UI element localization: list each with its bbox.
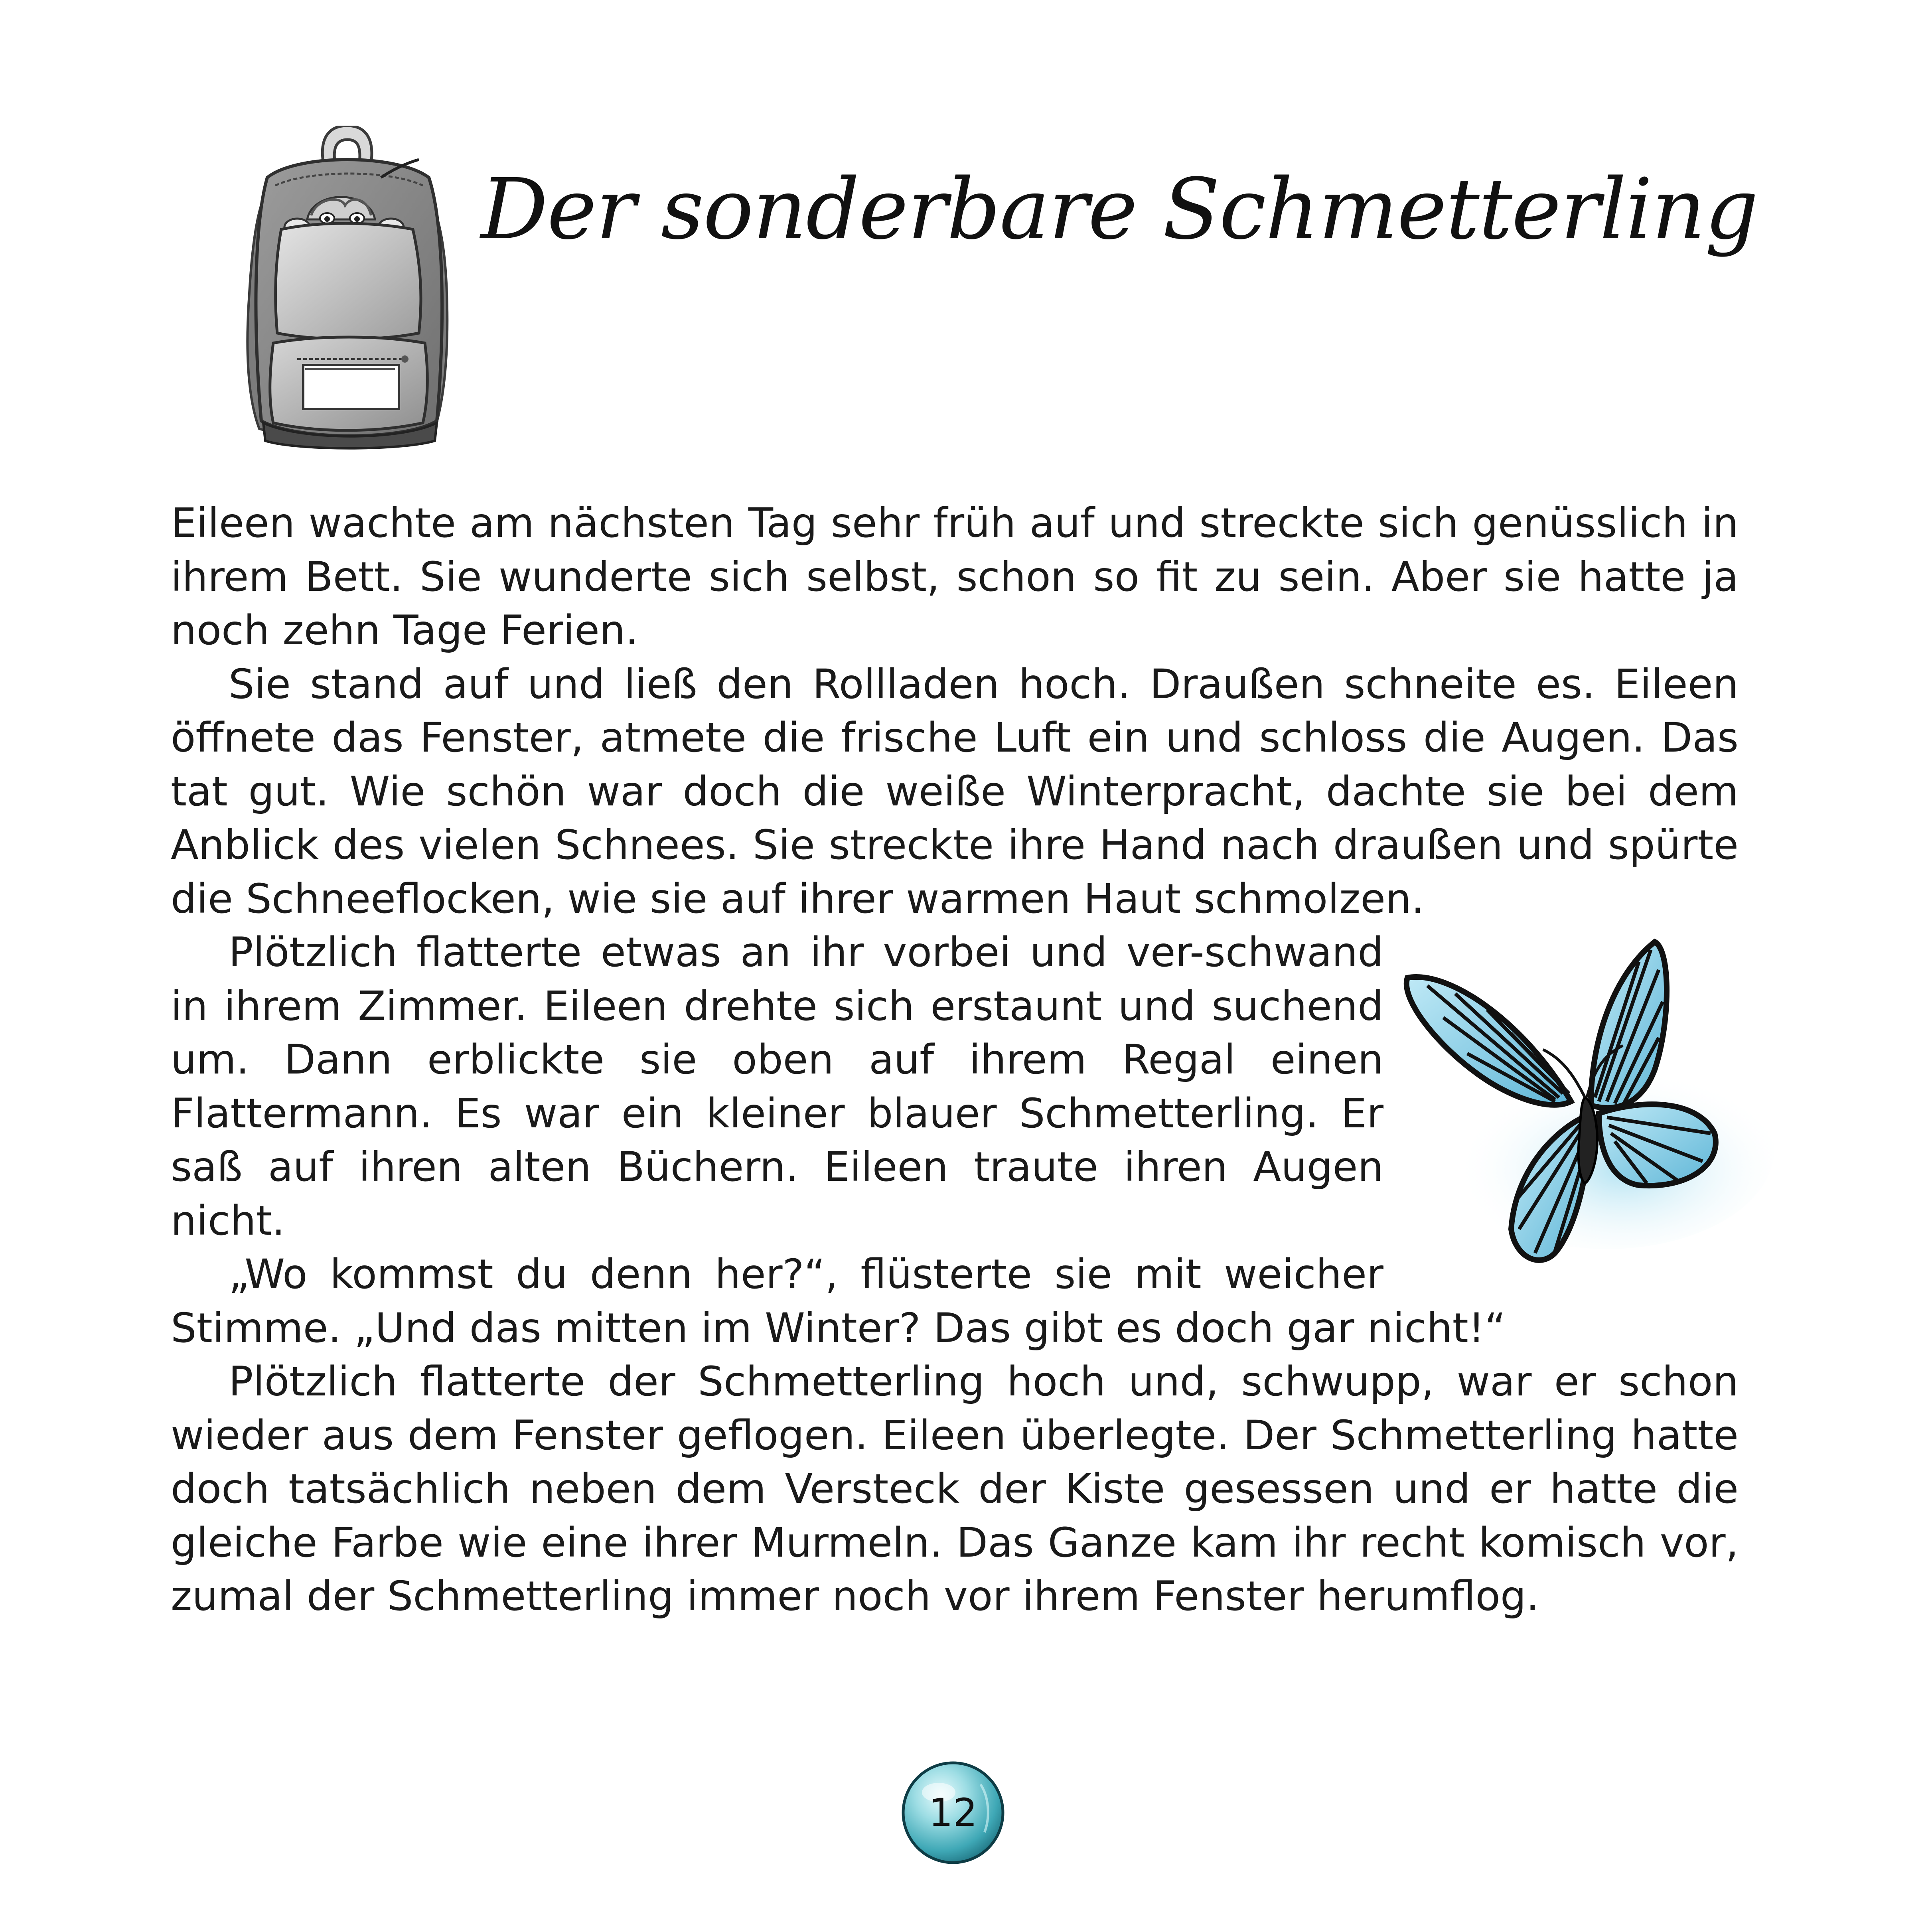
chapter-title: Der sonderbare Schmetterling: [481, 160, 1758, 258]
paragraph-1: Eileen wachte am nächsten Tag sehr früh auf und streckte sich genüsslich in ihrem Bett. Sie wunderte sich selbst, schon so fit zu sein. Aber sie hatte ja noch zehn Tage Ferien.: [171, 499, 1739, 654]
story-text: [171, 497, 1739, 1624]
paragraph-5: Plötzlich flatterte der Schmetterling hoch und, schwupp, war er schon wieder aus dem Fenster geflogen. Eileen überlegte. Der Schmetterling hatte doch tatsächlich neben dem Versteck der Kiste gesessen und er hatte die gleiche Farbe wie eine ihrer Murmeln. Das Ganze kam ihr recht komisch vor, zumal der Schmetterling immer noch vor ihrem Fenster herumflog.: [171, 1358, 1739, 1620]
blue-butterfly-illustration: [1383, 926, 1778, 1285]
paragraph-2: Sie stand auf und ließ den Rollladen hoch. Draußen schneite es. Eileen öffnete das Fenster, atmete die frische Luft ein und schloss die Augen. Das tat gut. Wie schön war doch die weiße Winterpracht, dachte sie bei dem Anblick des vielen Schnees. Sie streckte ihre Hand nach draußen und spürte die Schneeflocken, wie sie auf ihrer warmen Haut schmolzen.: [171, 660, 1739, 923]
backpack-illustration: [237, 126, 461, 451]
page-number-badge: [901, 1760, 1005, 1865]
paragraph-3: Plötzlich flatterte etwas an ihr vorbei und ver-schwand in ihrem Zimmer. Eileen drehte sich erstaunt und suchend um. Dann erblickte sie oben auf ihrem Regal einen Flattermann. Es war ein kleiner blauer Schmetterling. Er saß auf ihren alten Büchern. Eileen traute ihren Augen nicht.: [171, 929, 1383, 1245]
paragraph-4: „Wo kommst du denn her?“, flüsterte sie mit weicher Stimme. „Und das mitten im Winter? Das gibt es doch gar nicht!“: [171, 1251, 1506, 1352]
page-number: 12: [928, 1790, 978, 1835]
